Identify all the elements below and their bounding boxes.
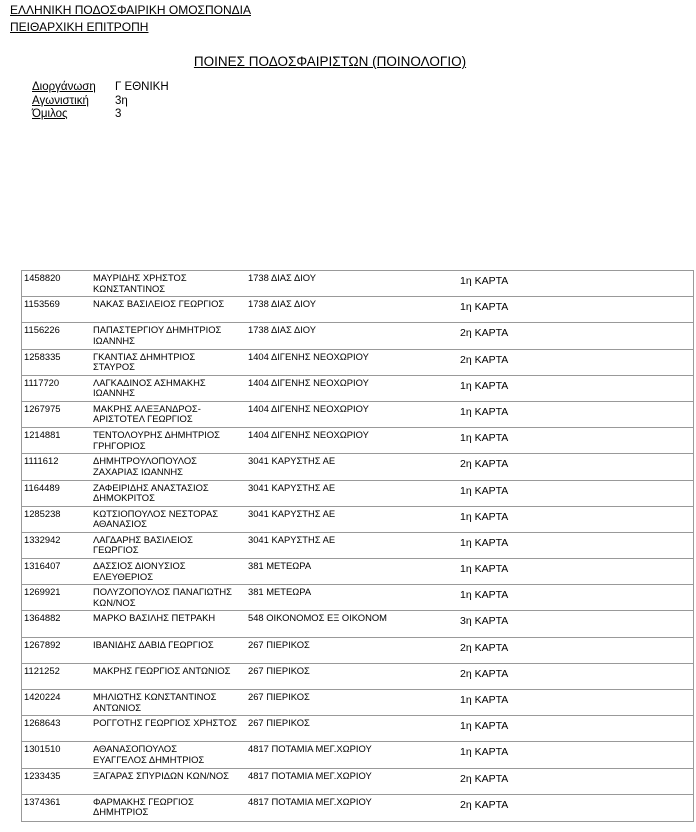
meta-label-group: Όμιλος bbox=[32, 108, 68, 120]
committee-name: ΠΕΙΘΑΡΧΙΚΗ ΕΠΙΤΡΟΠΗ bbox=[10, 20, 149, 34]
player-name-line1: ΞΑΓΑΡΑΣ ΣΠΥΡΙΔΩΝ ΚΩΝ/ΝΟΣ bbox=[93, 769, 229, 781]
penalty: 1η ΚΑΡΤΑ bbox=[460, 694, 509, 706]
player-name bbox=[93, 640, 245, 651]
table-row bbox=[22, 481, 693, 507]
player-name-line2: ΚΩΝ/ΝΟΣ bbox=[93, 596, 136, 608]
team-name: 381 ΜΕΤΕΩΡΑ bbox=[248, 586, 312, 598]
player-id: 1332942 bbox=[24, 533, 61, 545]
player-name bbox=[93, 483, 245, 504]
player-id: 1316407 bbox=[24, 560, 61, 572]
table-row bbox=[22, 559, 693, 585]
team-name: 3041 ΚΑΡΥΣΤΗΣ ΑΕ bbox=[248, 455, 336, 467]
player-id: 1301510 bbox=[24, 743, 61, 755]
player-name bbox=[93, 744, 245, 765]
team-name: 4817 ΠΟΤΑΜΙΑ ΜΕΓ.ΧΩΡΙΟΥ bbox=[248, 743, 372, 755]
player-id: 1285238 bbox=[24, 507, 61, 519]
team-name: 1404 ΔΙΓΕΝΗΣ ΝΕΟΧΩΡΙΟΥ bbox=[248, 376, 369, 388]
player-name-line1: ΦΑΡΜΑΚΗΣ ΓΕΩΡΓΙΟΣ bbox=[93, 795, 194, 807]
player-id: 1458820 bbox=[24, 272, 61, 283]
player-name bbox=[93, 797, 245, 818]
meta-value-group: 3 bbox=[115, 108, 122, 120]
table-row bbox=[22, 454, 693, 480]
table-row bbox=[22, 585, 693, 611]
player-id: 1267892 bbox=[24, 638, 61, 650]
penalty: 2η ΚΑΡΤΑ bbox=[460, 667, 509, 680]
table-row bbox=[22, 533, 693, 559]
team-name: 4817 ΠΟΤΑΜΙΑ ΜΕΓ.ΧΩΡΙΟΥ bbox=[248, 795, 372, 807]
player-name-line2: ΙΩΑΝΝΗΣ bbox=[93, 387, 135, 399]
penalty: 1η ΚΑΡΤΑ bbox=[460, 746, 509, 759]
player-id: 1111612 bbox=[24, 455, 59, 467]
table-row bbox=[22, 507, 693, 533]
player-name bbox=[93, 692, 245, 713]
table-row bbox=[22, 769, 693, 795]
team-name: 267 ΠΙΕΡΙΚΟΣ bbox=[248, 664, 310, 676]
table-row bbox=[22, 742, 693, 768]
penalty: 2η ΚΑΡΤΑ bbox=[460, 353, 509, 366]
team-name: 548 ΟΙΚΟΝΟΜΟΣ ΕΞ ΟΙΚΟΝΟΜ bbox=[248, 612, 387, 624]
player-name-line1: ΤΕΝΤΟΛΟΥΡΗΣ ΔΗΜΗΤΡΙΟΣ bbox=[93, 429, 220, 441]
player-id: 1364882 bbox=[24, 612, 61, 624]
player-name bbox=[93, 430, 245, 451]
penalty: 1η ΚΑΡΤΑ bbox=[460, 301, 509, 314]
team-name: 3041 ΚΑΡΥΣΤΗΣ ΑΕ bbox=[248, 481, 336, 493]
player-name-line2: ΖΑΧΑΡΙΑΣ ΙΩΑΝΝΗΣ bbox=[93, 465, 183, 477]
penalty: 1η ΚΑΡΤΑ bbox=[460, 484, 509, 497]
player-name bbox=[93, 273, 245, 294]
table-row bbox=[22, 795, 693, 821]
penalty: 1η ΚΑΡΤΑ bbox=[460, 589, 509, 602]
player-id: 1153569 bbox=[24, 298, 60, 310]
player-name-line1: ΜΑΚΡΗΣ ΑΛΕΞΑΝΔΡΟΣ- bbox=[93, 402, 201, 414]
player-id: 1233435 bbox=[24, 769, 61, 781]
document-title: ΠΟΙΝΕΣ ΠΟΔΟΣΦΑΙΡΙΣΤΩΝ (ΠΟΙΝΟΛΟΓΙΟ) bbox=[193, 54, 467, 69]
player-name-line2: ΚΩΝΣΤΑΝΤΙΝΟΣ bbox=[93, 282, 166, 294]
table-row bbox=[22, 716, 693, 742]
penalty: 1η ΚΑΡΤΑ bbox=[460, 563, 509, 576]
player-name-line1: ΔΑΣΣΙΟΣ ΔΙΟΝΥΣΙΟΣ bbox=[93, 560, 186, 572]
player-name-line1: ΛΑΓΔΑΡΗΣ ΒΑΣΙΛΕΙΟΣ bbox=[93, 533, 193, 545]
team-name: 1404 ΔΙΓΕΝΗΣ ΝΕΟΧΩΡΙΟΥ bbox=[248, 350, 369, 362]
player-name bbox=[93, 535, 245, 556]
player-id: 1164489 bbox=[24, 481, 60, 493]
player-name-line1: ΑΘΑΝΑΣΟΠΟΥΛΟΣ bbox=[93, 743, 178, 755]
penalty: 2η ΚΑΡΤΑ bbox=[460, 798, 509, 811]
team-name: 1404 ΔΙΓΕΝΗΣ ΝΕΟΧΩΡΙΟΥ bbox=[248, 402, 369, 414]
player-name-line1: ΙΒΑΝΙΔΗΣ ΔΑΒΙΔ ΓΕΩΡΓΙΟΣ bbox=[93, 638, 214, 650]
player-name bbox=[93, 325, 245, 346]
penalties-table bbox=[21, 270, 694, 822]
player-name-line2: ΔΗΜΟΚΡΙΤΟΣ bbox=[93, 492, 155, 503]
team-name: 3041 ΚΑΡΥΣΤΗΣ ΑΕ bbox=[248, 533, 336, 545]
table-row bbox=[22, 271, 693, 297]
meta-row-matchday bbox=[32, 95, 169, 109]
player-name bbox=[93, 561, 245, 582]
player-name-line1: ΖΑΦΕΙΡΙΔΗΣ ΑΝΑΣΤΑΣΙΟΣ bbox=[93, 481, 209, 493]
table-row bbox=[22, 297, 693, 323]
player-name-line1: ΝΑΚΑΣ ΒΑΣΙΛΕΙΟΣ ΓΕΩΡΓΙΟΣ bbox=[93, 298, 225, 310]
penalty: 2η ΚΑΡΤΑ bbox=[460, 772, 509, 785]
player-name bbox=[93, 718, 245, 729]
table-row bbox=[22, 611, 693, 637]
player-id: 1268643 bbox=[24, 717, 61, 729]
player-name-line2: ΙΩΑΝΝΗΣ bbox=[93, 334, 135, 346]
team-name: 267 ΠΙΕΡΙΚΟΣ bbox=[248, 638, 310, 650]
team-name: 1738 ΔΙΑΣ ΔΙΟΥ bbox=[248, 298, 317, 310]
penalty: 2η ΚΑΡΤΑ bbox=[460, 641, 509, 654]
table-row bbox=[22, 428, 693, 454]
player-name-line1: ΜΑΥΡΙΔΗΣ ΧΡΗΣΤΟΣ bbox=[93, 272, 187, 283]
player-name bbox=[93, 587, 245, 608]
penalty: 2η ΚΑΡΤΑ bbox=[460, 327, 509, 340]
player-name-line1: ΜΑΡΚΟ ΒΑΣΙΛΗΣ ΠΕΤΡΑΚΗ bbox=[93, 612, 216, 624]
player-name-line2: ΔΗΜΗΤΡΙΟΣ bbox=[93, 806, 149, 818]
team-name: 1738 ΔΙΑΣ ΔΙΟΥ bbox=[248, 324, 317, 336]
player-name-line2: ΓΡΗΓΟΡΙΟΣ bbox=[93, 439, 146, 451]
player-name-line1: ΛΑΓΚΑΔΙΝΟΣ ΑΣΗΜΑΚΗΣ bbox=[93, 376, 206, 388]
penalty: 1η ΚΑΡΤΑ bbox=[460, 720, 509, 733]
penalty: 1η ΚΑΡΤΑ bbox=[460, 536, 509, 549]
player-name bbox=[93, 771, 245, 782]
penalty: 1η ΚΑΡΤΑ bbox=[460, 432, 509, 445]
player-name bbox=[93, 456, 245, 477]
player-name-line1: ΓΚΑΝΤΙΑΣ ΔΗΜΗΤΡΙΟΣ bbox=[93, 350, 196, 362]
player-id: 1214881 bbox=[24, 429, 61, 441]
meta-label-competition: Διοργάνωση bbox=[32, 81, 96, 93]
player-name-line1: ΠΟΛΥΖΟΠΟΥΛΟΣ ΠΑΝΑΓΙΩΤΗΣ bbox=[93, 586, 232, 598]
player-name-line1: ΠΑΠΑΣΤΕΡΓΙΟΥ ΔΗΜΗΤΡΙΟΣ bbox=[93, 324, 222, 336]
player-id: 1156226 bbox=[24, 324, 60, 336]
table-row bbox=[22, 376, 693, 402]
team-name: 4817 ΠΟΤΑΜΙΑ ΜΕΓ.ΧΩΡΙΟΥ bbox=[248, 769, 372, 781]
player-name-line2: ΕΥΑΓΓΕΛΟΣ ΔΗΜΗΤΡΙΟΣ bbox=[93, 753, 205, 765]
meta-block bbox=[32, 81, 169, 122]
penalty: 1η ΚΑΡΤΑ bbox=[460, 379, 509, 392]
team-name: 1404 ΔΙΓΕΝΗΣ ΝΕΟΧΩΡΙΟΥ bbox=[248, 429, 369, 441]
player-name-line1: ΜΑΚΡΗΣ ΓΕΩΡΓΙΟΣ ΑΝΤΩΝΙΟΣ bbox=[93, 664, 231, 676]
team-name: 381 ΜΕΤΕΩΡΑ bbox=[248, 560, 312, 572]
penalty: 1η ΚΑΡΤΑ bbox=[460, 510, 509, 523]
player-id: 1117720 bbox=[24, 376, 60, 388]
team-name: 267 ΠΙΕΡΙΚΟΣ bbox=[248, 717, 310, 729]
player-name-line2: ΑΘΑΝΑΣΙΟΣ bbox=[93, 518, 147, 530]
federation-name: ΕΛΛΗΝΙΚΗ ΠΟΔΟΣΦΑΙΡΙΚΗ ΟΜΟΣΠΟΝΔΙΑ bbox=[10, 3, 251, 17]
team-name: 1738 ΔΙΑΣ ΔΙΟΥ bbox=[248, 272, 317, 283]
table-row bbox=[22, 402, 693, 428]
table-row bbox=[22, 690, 693, 716]
penalty: 3η ΚΑΡΤΑ bbox=[460, 615, 509, 628]
player-id: 1420224 bbox=[24, 691, 61, 702]
player-name bbox=[93, 378, 245, 399]
meta-value-matchday: 3η bbox=[115, 94, 128, 107]
meta-label-matchday: Αγωνιστική bbox=[32, 94, 89, 107]
player-name-line1: ΡΟΓΓΟΤΗΣ ΓΕΩΡΓΙΟΣ ΧΡΗΣΤΟΣ bbox=[93, 717, 237, 729]
player-name-line2: ΑΡΙΣΤΟΤΕΛ ΓΕΩΡΓΙΟΣ bbox=[93, 413, 193, 425]
player-id: 1374361 bbox=[24, 795, 61, 807]
table-row bbox=[22, 638, 693, 664]
penalty: 2η ΚΑΡΤΑ bbox=[460, 458, 509, 471]
player-name bbox=[93, 509, 245, 530]
player-id: 1269921 bbox=[24, 586, 61, 598]
player-name bbox=[93, 299, 245, 310]
player-name-line2: ΑΝΤΩΝΙΟΣ bbox=[93, 701, 142, 713]
player-name-line2: ΣΤΑΥΡΟΣ bbox=[93, 361, 135, 373]
player-name-line2: ΓΕΩΡΓΙΟΣ bbox=[93, 544, 139, 556]
player-name bbox=[93, 404, 245, 425]
player-name-line1: ΜΗΛΙΩΤΗΣ ΚΩΝΣΤΑΝΤΙΝΟΣ bbox=[93, 691, 217, 702]
meta-value-competition: Γ ΕΘΝΙΚΗ bbox=[115, 81, 169, 93]
table-row bbox=[22, 664, 693, 690]
player-name-line1: ΚΩΤΣΙΟΠΟΥΛΟΣ ΝΕΣΤΟΡΑΣ bbox=[93, 507, 219, 519]
meta-row-competition bbox=[32, 81, 169, 95]
player-name bbox=[93, 613, 245, 624]
table-row bbox=[22, 323, 693, 349]
table-row bbox=[22, 350, 693, 376]
penalty: 1η ΚΑΡΤΑ bbox=[460, 275, 509, 287]
team-name: 267 ΠΙΕΡΙΚΟΣ bbox=[248, 691, 310, 702]
player-id: 1121252 bbox=[24, 664, 60, 676]
player-id: 1258335 bbox=[24, 350, 61, 362]
team-name: 3041 ΚΑΡΥΣΤΗΣ ΑΕ bbox=[248, 507, 336, 519]
penalty: 1η ΚΑΡΤΑ bbox=[460, 405, 509, 418]
player-name-line2: ΕΛΕΥΘΕΡΙΟΣ bbox=[93, 570, 153, 582]
player-id: 1267975 bbox=[24, 402, 61, 414]
player-name bbox=[93, 666, 245, 677]
meta-row-group bbox=[32, 108, 169, 122]
player-name-line1: ΔΗΜΗΤΡΟΥΛΟΠΟΥΛΟΣ bbox=[93, 455, 197, 467]
player-name bbox=[93, 352, 245, 373]
